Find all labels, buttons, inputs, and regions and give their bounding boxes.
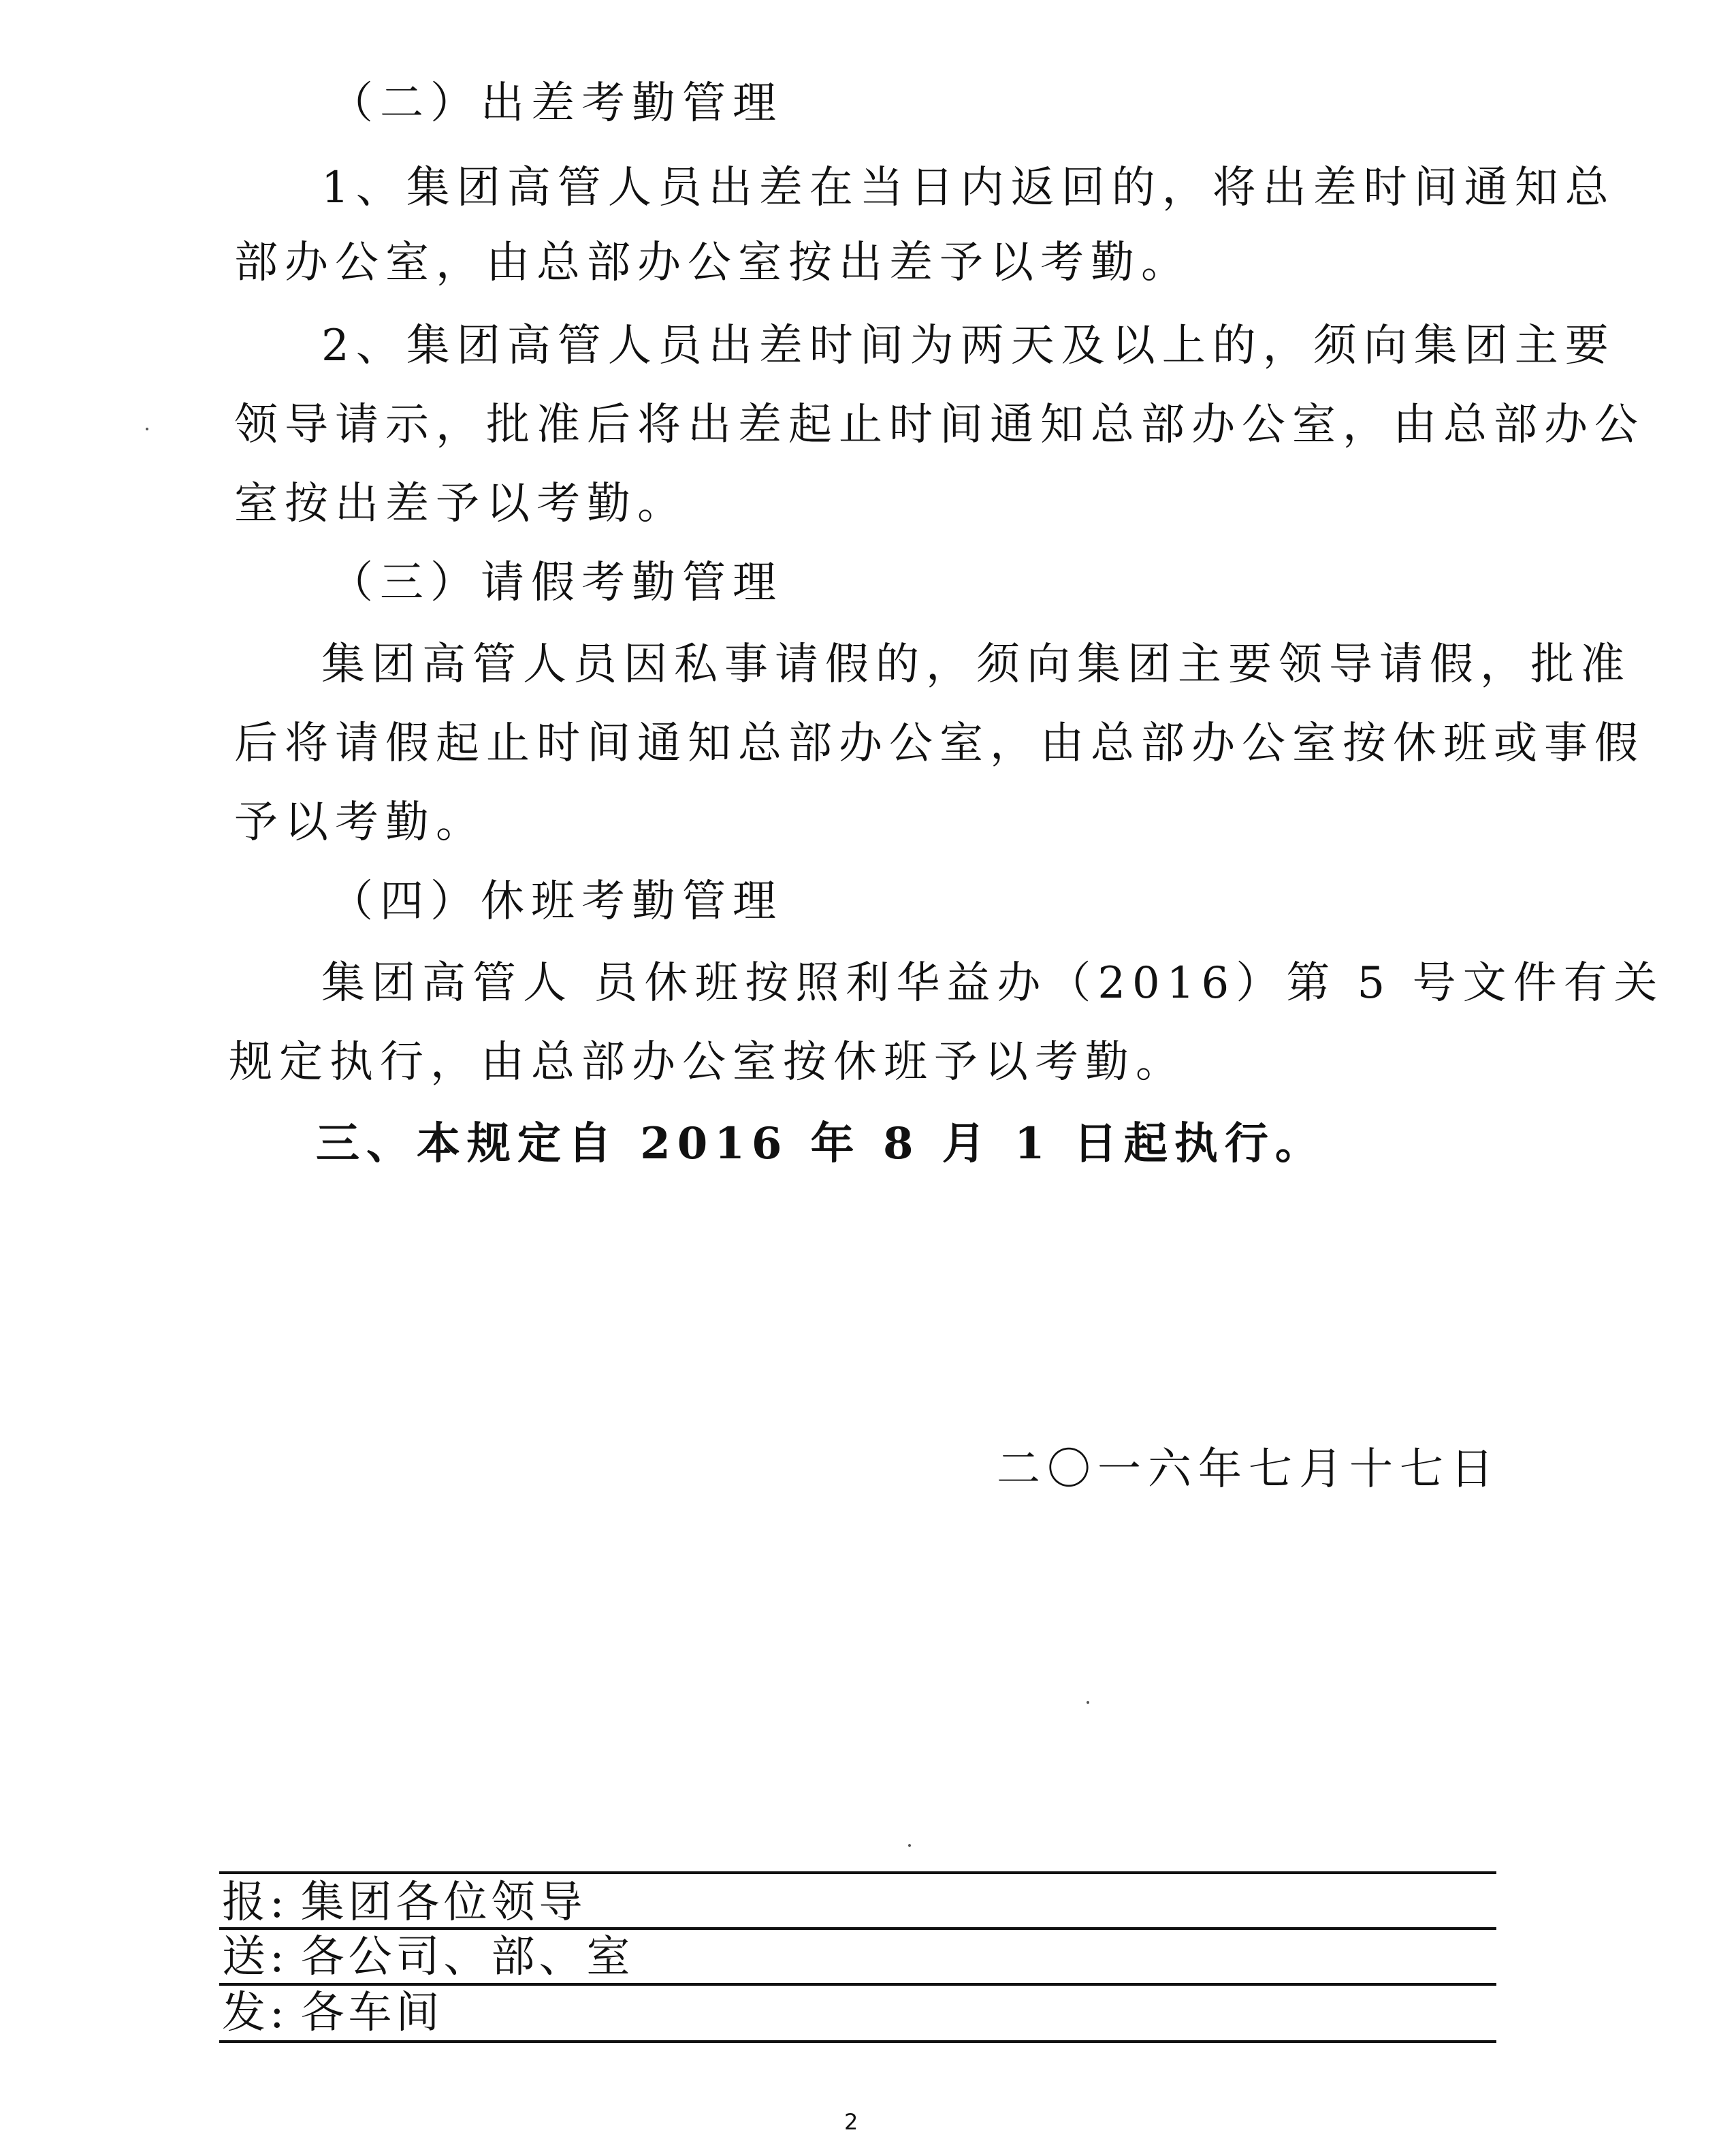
section3-para-line3: 予以考勤。 (234, 797, 486, 848)
report-value: 集团各位领导 (300, 1877, 587, 1928)
section2-item1-line2: 部办公室，由总部办公室按出差予以考勤。 (234, 238, 1191, 288)
section2-item2-line2: 领导请示，批准后将出差起止时间通知总部办公室，由总部办公 (234, 400, 1645, 450)
section3-para-line2: 后将请假起止时间通知总部办公室，由总部办公室按休班或事假 (234, 718, 1645, 769)
page-number: 2 (844, 2109, 858, 2135)
distribution-top-rule (219, 1871, 1496, 1874)
document-date: 二〇一六年七月十七日 (997, 1444, 1500, 1495)
section3-heading: （三）请假考勤管理 (329, 558, 783, 608)
distribution-send-row (222, 1930, 634, 1984)
section4-heading: （四）休班考勤管理 (329, 876, 783, 927)
section4-para-line2: 规定执行，由总部办公室按休班予以考勤。 (229, 1037, 1186, 1088)
scan-speck (146, 428, 148, 430)
distribution-report-row (222, 1875, 587, 1930)
distribution-bottom-rule (219, 2040, 1496, 2043)
scan-speck (1087, 1701, 1089, 1704)
clause-three: 三、本规定自 2016 年 8 月 1 日起执行。 (316, 1118, 1325, 1169)
report-label: 报: (222, 1877, 289, 1928)
section4-para-line1: 集团高管人 员休班按照利华益办（2016）第 5 号文件有关 (321, 958, 1665, 1009)
send-value: 各公司、部、室 (300, 1932, 634, 1982)
section2-item1-line1: 1、集团高管人员出差在当日内返回的，将出差时间通知总 (321, 163, 1616, 213)
section2-item2-line1: 2、集团高管人员出差时间为两天及以上的，须向集团主要 (321, 321, 1616, 371)
section3-para-line1: 集团高管人员因私事请假的，须向集团主要领导请假，批准 (321, 639, 1631, 690)
distribution-issue-row (222, 1986, 444, 2040)
send-label: 送: (222, 1932, 289, 1982)
issue-value: 各车间 (300, 1988, 444, 2038)
issue-label: 发: (222, 1988, 289, 2038)
scan-speck (908, 1844, 911, 1847)
section2-heading: （二）出差考勤管理 (329, 78, 783, 129)
section2-item2-line3: 室按出差予以考勤。 (234, 479, 688, 529)
